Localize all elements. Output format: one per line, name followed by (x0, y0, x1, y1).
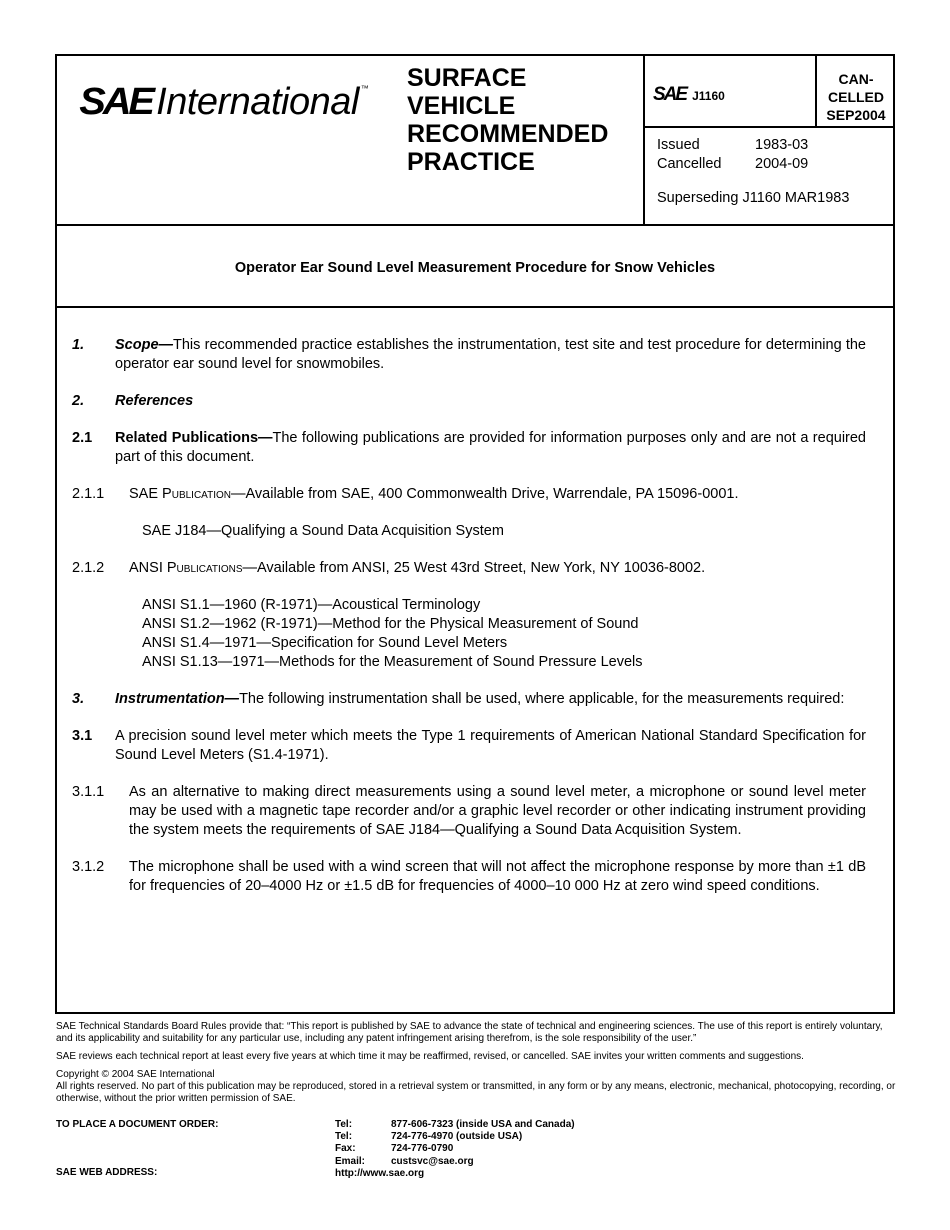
list-item: SAE J184—Qualifying a Sound Data Acquisition System (142, 523, 504, 539)
section-heading: Instrumentation— (115, 691, 240, 707)
document-dates (657, 136, 808, 174)
legal-footer (56, 1021, 898, 1105)
document-title-box (57, 224, 893, 308)
section-lead: ANSI P (129, 560, 177, 576)
section-number: 2. (72, 393, 85, 409)
section-text: —Available from SAE, 400 Commonwealth Drive, Warrendale, PA 15096-0001. (231, 486, 739, 502)
cancelled-value: 2004-09 (755, 156, 809, 172)
logo-trademark: ™ (360, 84, 369, 93)
contact-row (335, 1119, 575, 1131)
section-3-1 (72, 727, 866, 765)
contact-key: Fax: (335, 1143, 356, 1155)
section-number: 2.1 (72, 430, 93, 446)
copyright-text: Copyright © 2004 SAE International (56, 1069, 215, 1080)
section-lead: SAE P (129, 486, 172, 502)
doc-type-line: PRACTICE (407, 148, 535, 176)
list-item: ANSI S1.4—1971—Specification for Sound Level Meters (142, 635, 508, 651)
status-line: SEP2004 (826, 107, 886, 123)
sae-publication-list (142, 522, 866, 541)
section-2-1-2 (72, 559, 866, 578)
rights-text: All rights reserved. No part of this publication may be reproduced, stored in a retrieval system or transmitted, in any form or by any means, electronic, mechanical, photocopying, recording, or otherwise, without the prior written permission of SAE. (56, 1081, 896, 1104)
section-number: 3. (72, 691, 85, 707)
section-heading: References (115, 393, 194, 409)
section-number: 3.1 (72, 728, 93, 744)
section-number: 1. (72, 337, 85, 353)
web-address-label: SAE WEB ADDRESS: (56, 1167, 158, 1178)
section-text: —Available from ANSI, 25 West 43rd Street, New York, NY 10036-8002. (242, 560, 706, 576)
section-number: 2.1.2 (72, 560, 105, 576)
issued-label: Issued (657, 137, 700, 153)
contact-key: Tel: (335, 1131, 353, 1143)
document-info-box (643, 56, 895, 224)
email-link[interactable]: custsvc@sae.org (391, 1155, 474, 1167)
web-address-link[interactable]: http://www.sae.org (335, 1167, 425, 1179)
logo-text: International (156, 81, 359, 123)
doc-type-line: SURFACE (407, 64, 527, 92)
document-number: J1160 (692, 89, 725, 103)
cancelled-label: Cancelled (657, 156, 722, 172)
document-title: Operator Ear Sound Level Measurement Procedure for Snow Vehicles (234, 260, 716, 276)
section-text: The following publications are provided for information purposes only and are not a required part of this document. (115, 430, 866, 465)
contact-row (335, 1156, 575, 1168)
contact-value: 724-776-0790 (391, 1143, 454, 1155)
section-text: A precision sound level meter which meets the Type 1 requirements of American National Standard Specification for Sound Level Meters (S1.4-1971). (115, 728, 866, 763)
section-number: 3.1.2 (72, 859, 105, 875)
board-rules-text: SAE Technical Standards Board Rules provide that: “This report is published by SAE to advance the state of technical and engineering sciences. The use of this report is entirely voluntary, and its applicability and suitability for any particular use, including any patent infringement arising therefrom, is the sole responsibility of the user.” (56, 1021, 883, 1044)
superseding-note: Superseding J1160 MAR1983 (657, 190, 850, 206)
section-number: 2.1.1 (72, 486, 105, 502)
contact-row (335, 1131, 575, 1143)
section-heading: Related Publications— (115, 430, 273, 446)
section-text: The microphone shall be used with a wind screen that will not affect the microphone response by more than ±1 dB for frequencies of 20–4000 Hz or ±1.5 dB for frequencies of 4000–10 000 Hz at zero wind speed conditions. (129, 859, 866, 894)
review-text: SAE reviews each technical report at least every five years at which time it may be reaffirmed, revised, or cancelled. SAE invites your written comments and suggestions. (56, 1051, 804, 1062)
section-text: The following instrumentation shall be used, where applicable, for the measurements required: (239, 691, 845, 707)
section-1 (72, 336, 866, 374)
status-line: CELLED (828, 89, 884, 105)
contact-value: 877-606-7323 (inside USA and Canada) (391, 1119, 575, 1130)
ansi-publication-list (142, 596, 866, 672)
section-2-1-1 (72, 485, 866, 504)
contact-table (335, 1119, 575, 1180)
section-3-1-2 (72, 858, 866, 896)
document-id-row (645, 56, 895, 128)
logo-mark: SAE (79, 81, 152, 123)
section-lead-smallcaps: ublication (171, 486, 231, 502)
list-item: ANSI S1.2—1962 (R-1971)—Method for the Physical Measurement of Sound (142, 616, 639, 632)
sae-international-logo (81, 82, 369, 122)
sae-small-logo: SAE (653, 84, 687, 105)
list-item: ANSI S1.1—1960 (R-1971)—Acoustical Terminology (142, 597, 481, 613)
section-number: 3.1.1 (72, 784, 105, 800)
doc-type-line: VEHICLE (407, 92, 516, 120)
section-heading: Scope— (115, 337, 174, 353)
section-2 (72, 392, 866, 411)
status-line: CAN- (838, 71, 874, 87)
contact-row (335, 1143, 575, 1155)
contact-key: Tel: (335, 1119, 353, 1130)
section-2-1 (72, 429, 866, 467)
document-body (72, 336, 866, 914)
section-3-1-1 (72, 783, 866, 840)
section-lead-smallcaps: ublications (176, 560, 243, 576)
contact-row (335, 1168, 575, 1180)
document-type (407, 64, 647, 176)
document-header (57, 56, 893, 226)
doc-type-line: RECOMMENDED (407, 120, 609, 148)
order-label: TO PLACE A DOCUMENT ORDER: (56, 1119, 219, 1130)
list-item: ANSI S1.13—1971—Methods for the Measurement of Sound Pressure Levels (142, 654, 643, 670)
contact-key: Email: (335, 1155, 366, 1167)
cancelled-status-box (815, 56, 895, 126)
section-3 (72, 690, 866, 709)
document-id (653, 84, 725, 106)
document-frame (55, 54, 895, 1014)
section-text: This recommended practice establishes the instrumentation, test site and test procedure for determining the operator ear sound level for snowmobiles. (115, 337, 866, 372)
section-text: As an alternative to making direct measurements using a sound level meter, a microphone or sound level meter may be used with a magnetic tape recorder and/or a graphic level recorder or other indicating instrument providing the system meets the requirements of SAE J184—Qualifying a Sound Data Acquisition System. (129, 784, 866, 838)
issued-value: 1983-03 (755, 137, 809, 153)
contact-value: 724-776-4970 (outside USA) (391, 1131, 523, 1143)
